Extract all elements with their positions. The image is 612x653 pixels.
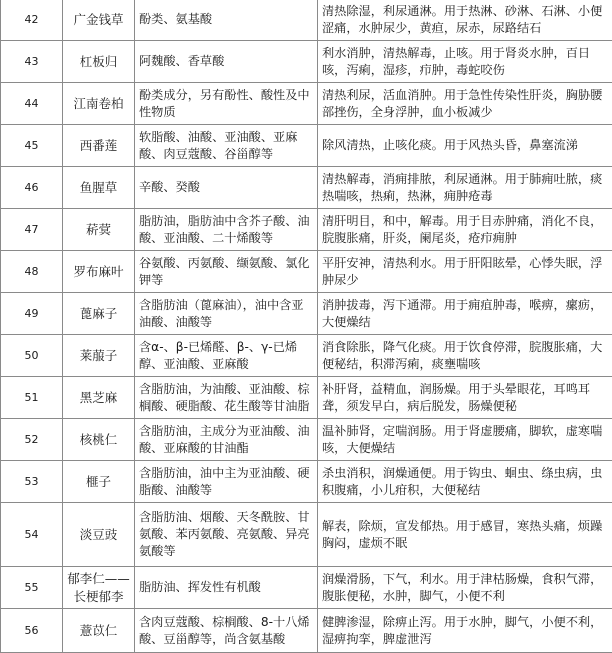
herb-name: 淡豆豉 [63, 503, 135, 567]
herb-usage: 清热利尿，活血消肿。用于急性传染性肝炎，胸胁腰部挫伤，全身浮肿，血小板减少 [318, 83, 612, 125]
herb-name: 菥蓂 [63, 209, 135, 251]
table-row [1, 419, 612, 461]
herb-usage: 杀虫消积，润燥通便。用于钩虫、蛔虫、绦虫病，虫积腹痛，小儿疳积，大便秘结 [318, 461, 612, 503]
row-number: 47 [1, 209, 63, 251]
herb-name: 江南卷柏 [63, 83, 135, 125]
table-row [1, 293, 612, 335]
table-row [1, 209, 612, 251]
row-number: 53 [1, 461, 63, 503]
herb-name: 黑芝麻 [63, 377, 135, 419]
row-number: 56 [1, 609, 63, 653]
table-row [1, 83, 612, 125]
herb-name: 西番莲 [63, 125, 135, 167]
herb-name: 莱菔子 [63, 335, 135, 377]
table-row [1, 503, 612, 567]
herb-usage: 清肝明目，和中，解毒。用于目赤肿痛，消化不良，脘腹胀痛，肝炎，阑尾炎，疮疖痈肿 [318, 209, 612, 251]
herb-composition: 含脂肪油、烟酸、天冬酰胺、甘氨酸、苯丙氨酸、亮氨酸、异亮氨酸等 [135, 503, 318, 567]
row-number: 55 [1, 567, 63, 609]
herb-composition: 酚类、氨基酸 [135, 0, 318, 41]
row-number: 44 [1, 83, 63, 125]
herb-name: 广金钱草 [63, 0, 135, 41]
herb-composition: 酚类成分，另有酚性、酸性及中性物质 [135, 83, 318, 125]
row-number: 51 [1, 377, 63, 419]
herb-composition: 含脂肪油，主成分为亚油酸、油酸、亚麻酸的甘油酯 [135, 419, 318, 461]
herb-usage: 清热解毒，消痈排脓，利尿通淋。用于肺痈吐脓，痰热喘咳，热痢，热淋，痈肿疮毒 [318, 167, 612, 209]
herb-composition: 含肉豆蔻酸、棕榈酸、8-十八烯酸、豆甾醇等，尚含氨基酸 [135, 609, 318, 653]
herb-composition: 含α-、β-已烯醛、β-、γ-已烯醇、亚油酸、亚麻酸 [135, 335, 318, 377]
table-row [1, 125, 612, 167]
herb-name: 罗布麻叶 [63, 251, 135, 293]
herb-composition: 含脂肪油，油中主为亚油酸、硬脂酸、油酸等 [135, 461, 318, 503]
herb-composition: 软脂酸、油酸、亚油酸、亚麻酸、肉豆蔻酸、谷甾醇等 [135, 125, 318, 167]
table-row [1, 41, 612, 83]
herb-usage: 消肿拔毒，泻下通滞。用于痈疽肿毒，喉痹，瘰疬，大便燥结 [318, 293, 612, 335]
herb-composition: 辛酸、癸酸 [135, 167, 318, 209]
herb-composition: 含脂肪油（蓖麻油），油中含亚油酸、油酸等 [135, 293, 318, 335]
table-row [1, 251, 612, 293]
row-number: 54 [1, 503, 63, 567]
herb-name: 榧子 [63, 461, 135, 503]
row-number: 45 [1, 125, 63, 167]
herb-composition: 谷氨酸、丙氨酸、缬氨酸、氯化钾等 [135, 251, 318, 293]
herb-composition: 脂肪油，脂肪油中含芥子酸、油酸、亚油酸、二十烯酸等 [135, 209, 318, 251]
row-number: 48 [1, 251, 63, 293]
row-number: 49 [1, 293, 63, 335]
herb-name: 郁李仁——长梗郁李 [63, 567, 135, 609]
herb-usage: 健脾渗湿，除痹止泻。用于水肿，脚气，小便不利，湿痹拘挛，脾虚泄泻 [318, 609, 612, 653]
herb-composition: 含脂肪油，为油酸、亚油酸、棕榈酸、硬脂酸、花生酸等甘油脂 [135, 377, 318, 419]
herb-name: 杠板归 [63, 41, 135, 83]
table-row [1, 335, 612, 377]
herb-usage: 补肝肾，益精血，润肠燥。用于头晕眼花，耳鸣耳聋，须发早白，病后脱发，肠燥便秘 [318, 377, 612, 419]
row-number: 50 [1, 335, 63, 377]
herb-usage: 润燥滑肠，下气，利水。用于津枯肠燥，食积气滞，腹胀便秘，水肿，脚气，小便不利 [318, 567, 612, 609]
table-row [1, 0, 612, 41]
herb-usage: 温补肺肾，定喘润肠。用于肾虚腰痛，脚软，虚寒喘咳，大便燥结 [318, 419, 612, 461]
herb-composition: 阿魏酸、香草酸 [135, 41, 318, 83]
herb-usage: 利水消肿，清热解毒，止咳。用于肾炎水肿，百日咳，泻痢，湿疹，疖肿，毒蛇咬伤 [318, 41, 612, 83]
row-number: 52 [1, 419, 63, 461]
table-row [1, 377, 612, 419]
herb-name: 核桃仁 [63, 419, 135, 461]
herb-composition: 脂肪油、挥发性有机酸 [135, 567, 318, 609]
herb-table-body [1, 0, 612, 653]
row-number: 43 [1, 41, 63, 83]
herb-name: 薏苡仁 [63, 609, 135, 653]
row-number: 42 [1, 0, 63, 41]
herb-usage: 平肝安神，清热利水。用于肝阳眩晕，心悸失眠，浮肿尿少 [318, 251, 612, 293]
table-row [1, 567, 612, 609]
herb-name: 蓖麻子 [63, 293, 135, 335]
table-row [1, 609, 612, 653]
herb-name: 鱼腥草 [63, 167, 135, 209]
herb-usage: 消食除胀，降气化痰。用于饮食停滞，脘腹胀痛，大便秘结，积滞泻痢，痰壅喘咳 [318, 335, 612, 377]
herb-usage: 除风清热，止咳化痰。用于风热头昏，鼻塞流涕 [318, 125, 612, 167]
table-row [1, 461, 612, 503]
row-number: 46 [1, 167, 63, 209]
table-row [1, 167, 612, 209]
herb-usage: 清热除湿，利尿通淋。用于热淋、砂淋、石淋、小便涩痛，水肿尿少，黄疸，尿赤，尿路结石 [318, 0, 612, 41]
herb-usage: 解表，除烦，宣发郁热。用于感冒，寒热头痛，烦躁胸闷，虚烦不眠 [318, 503, 612, 567]
